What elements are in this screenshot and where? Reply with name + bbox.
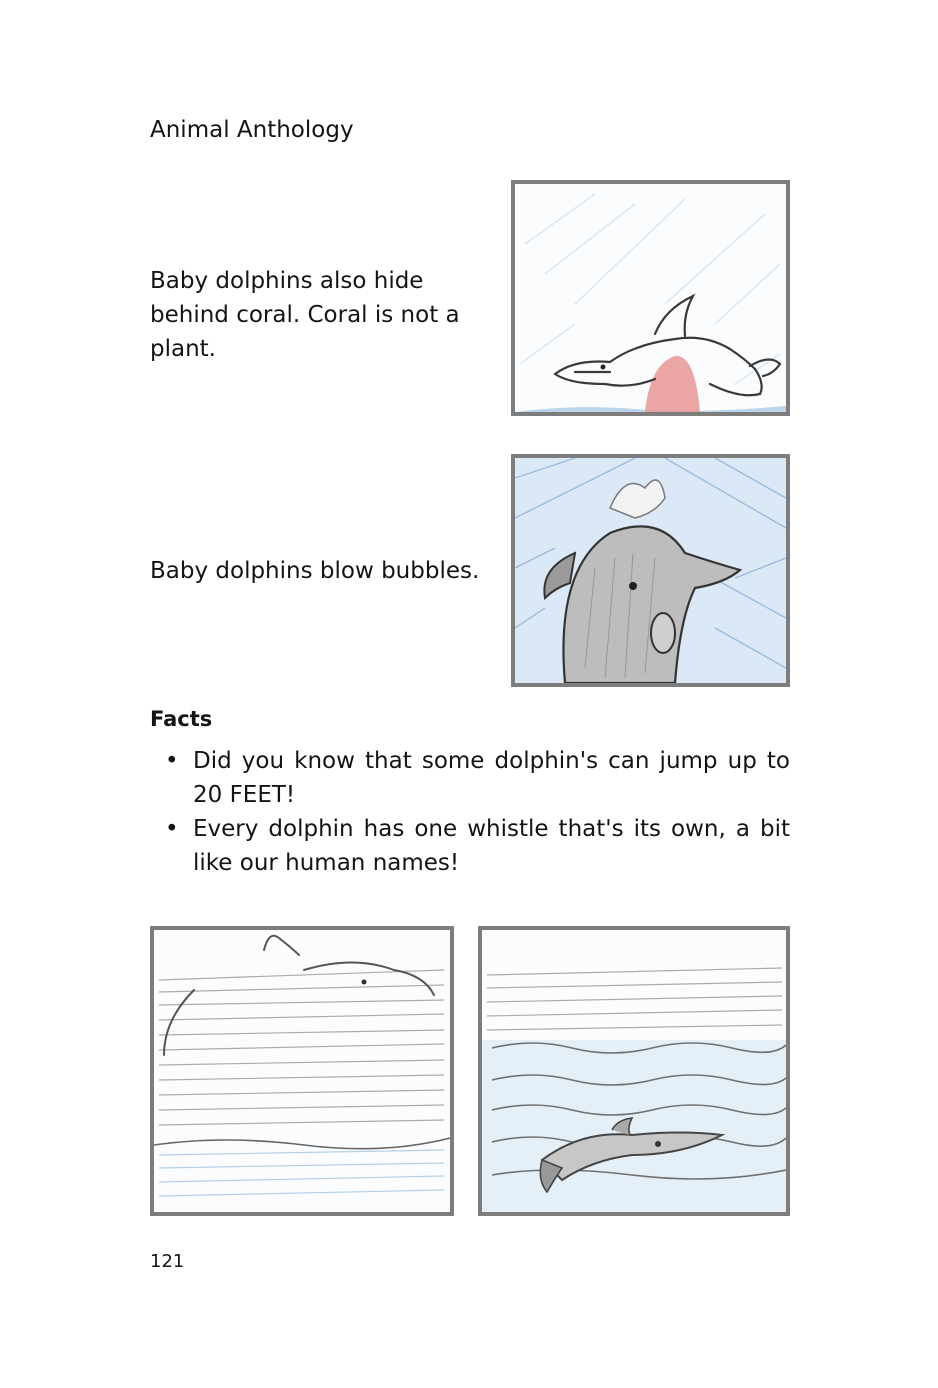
illustration-dolphin-jumping (150, 926, 454, 1216)
illustration-dolphin-bubbles (511, 454, 790, 687)
bullet-icon: • (165, 748, 179, 774)
bullet-icon: • (165, 816, 179, 842)
page-number: 121 (150, 1251, 185, 1272)
facts-heading: Facts (150, 707, 213, 731)
running-header: Animal Anthology (150, 117, 354, 143)
facts-list (150, 744, 790, 880)
fact-text: Every dolphin has one whistle that's its own, a bit like our human names! (193, 816, 790, 876)
illustration-dolphin-waves (478, 926, 790, 1216)
list-item (150, 812, 790, 880)
paragraph-bubbles: Baby dolphins blow bubbles. (150, 558, 480, 584)
illustration-dolphin-coral (511, 180, 790, 416)
fact-text: Did you know that some dolphin's can jump up to 20 FEET! (193, 748, 790, 808)
paragraph-coral: Baby dolphins also hide behind coral. Coral is not a plant. (150, 268, 460, 362)
list-item (150, 744, 790, 812)
